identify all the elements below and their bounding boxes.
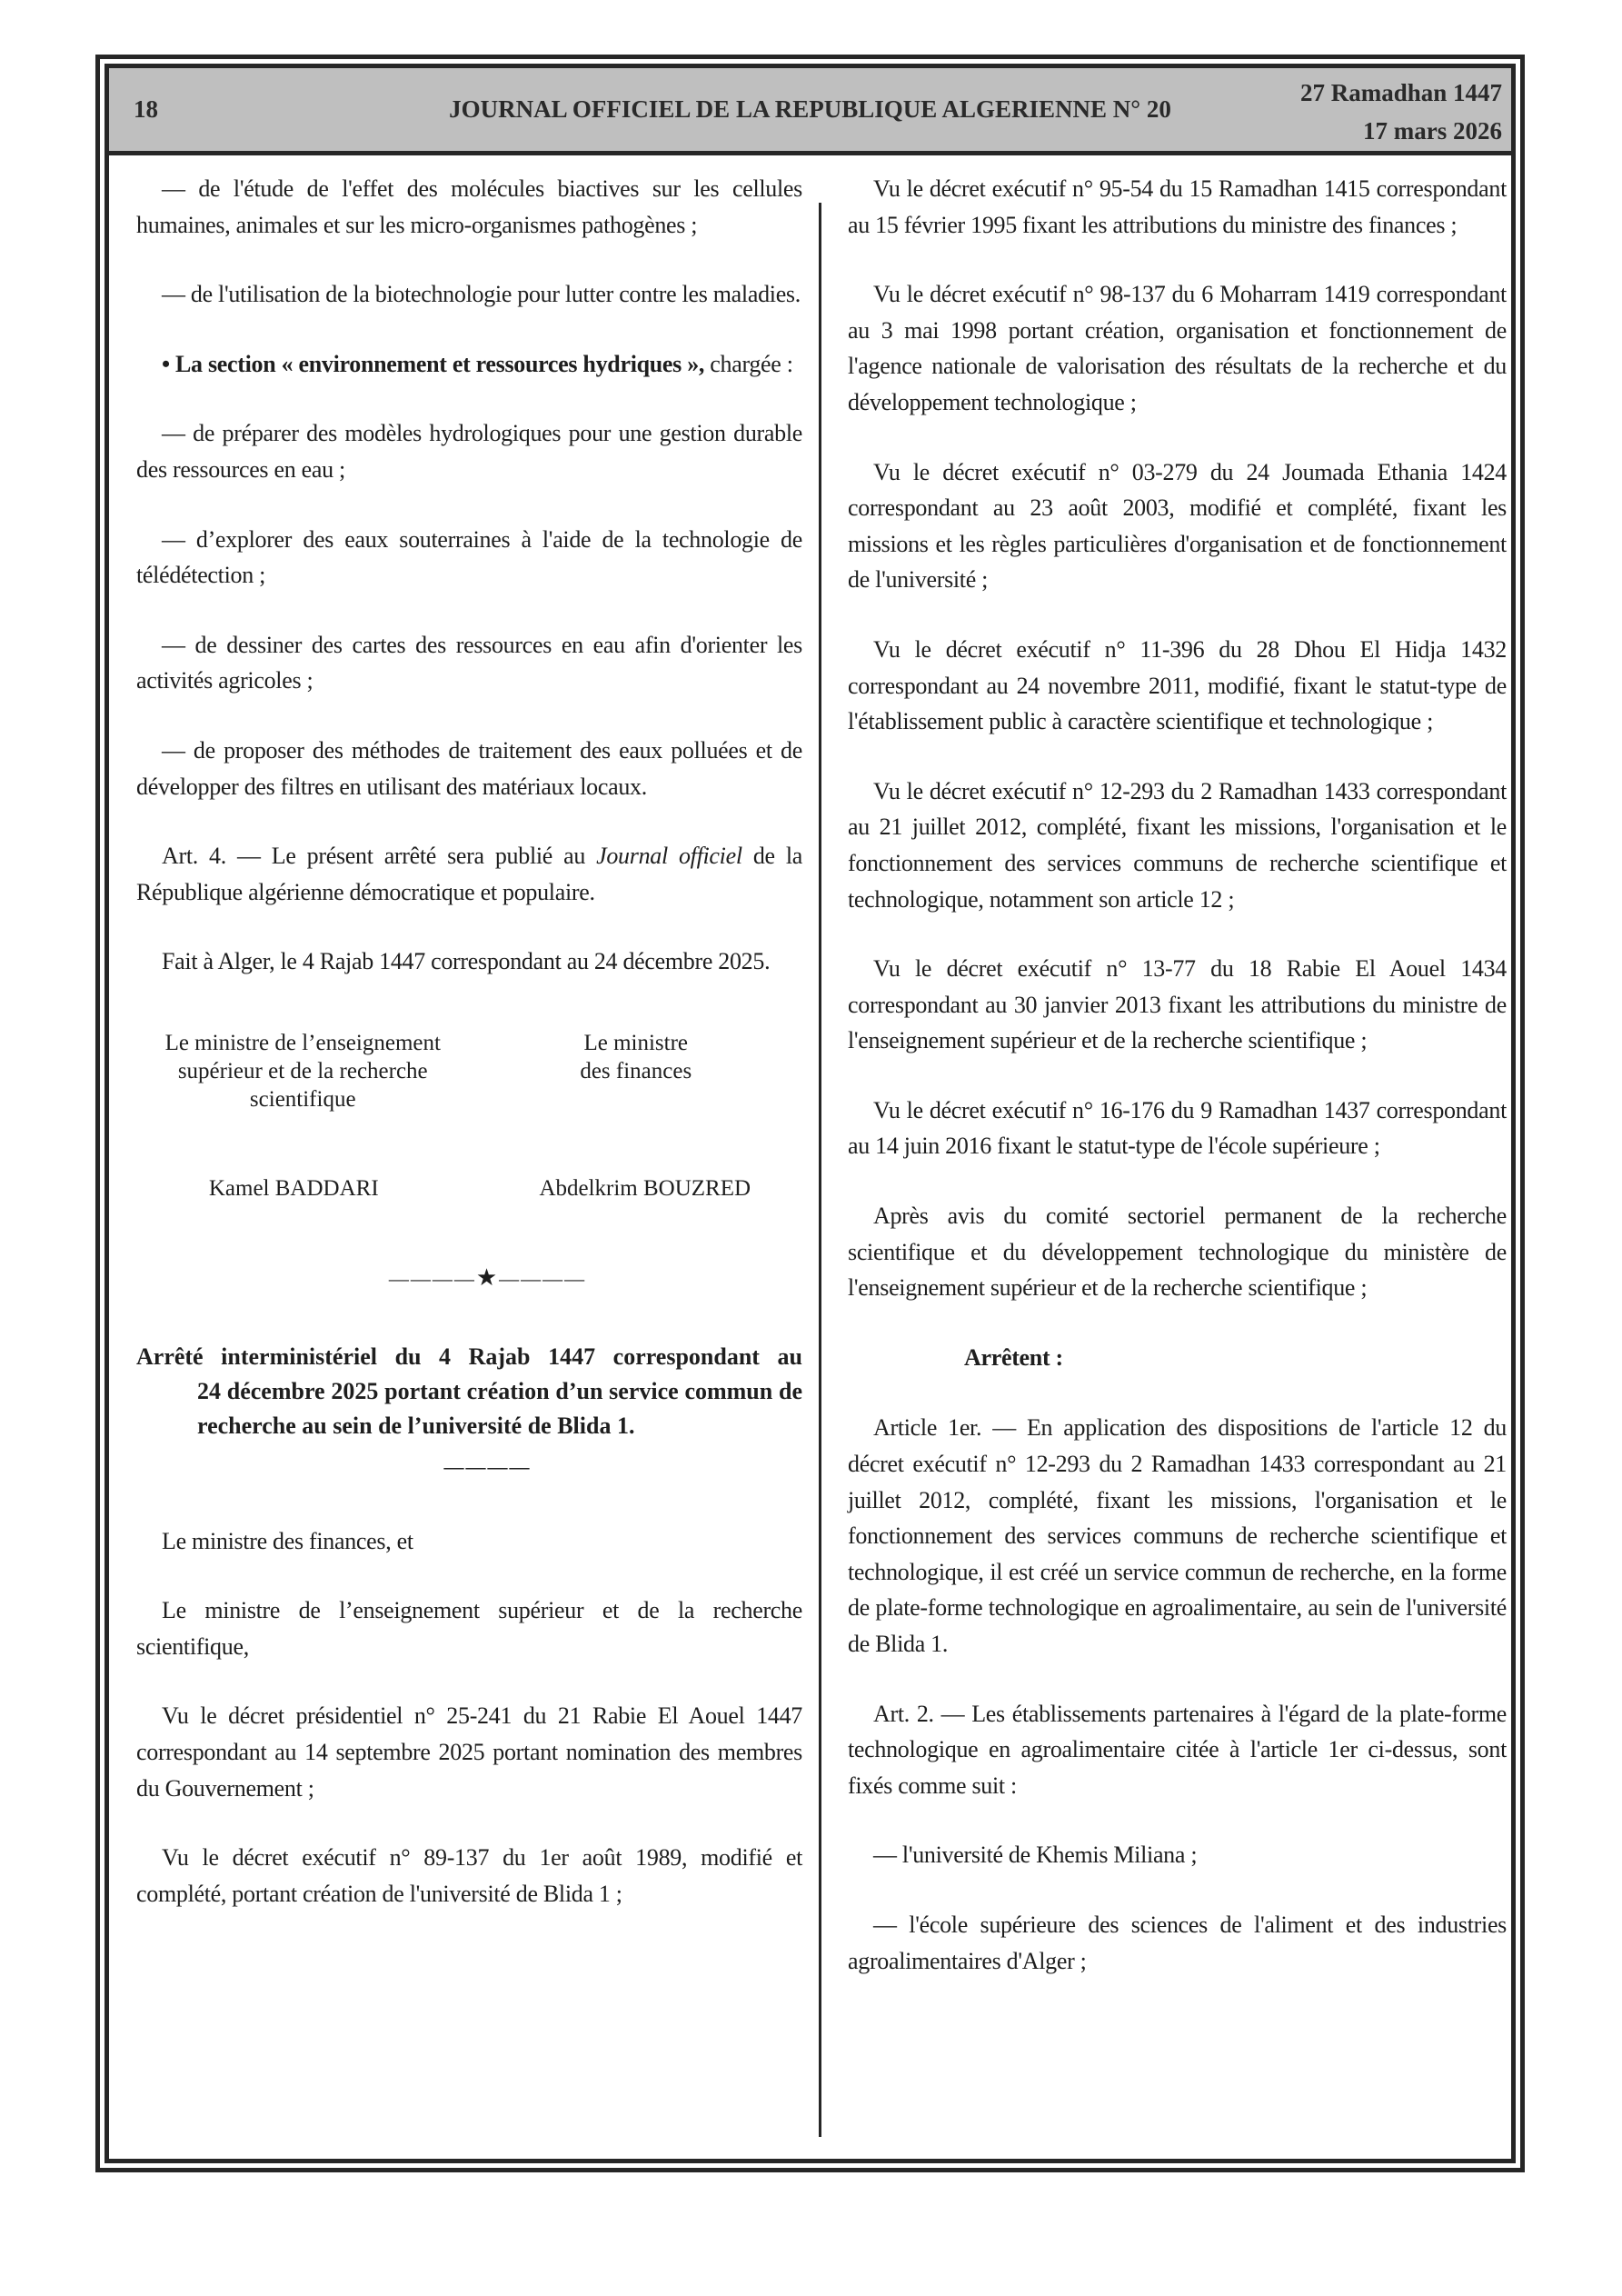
paragraph: Vu le décret exécutif n° 98-137 du 6 Moharram 1419 correspondant au 3 mai 1998 portant création, organisation et fonctionnement de l'agence nationale de valorisation des résultats de la recherche et du développement technologique ; — [848, 281, 1507, 415]
paragraph: Après avis du comité sectoriel permanent de la recherche scientifique et du développement technologique du ministère de l'enseignement supérieur et de la recherche scientifique ; — [848, 1203, 1507, 1302]
section-heading — [136, 346, 802, 383]
hijri-date: 27 Ramadhan 1447 — [1299, 79, 1502, 106]
paragraph: Vu le décret exécutif n° 89-137 du 1er août 1989, modifié et complété, portant création de l'université de Blida 1 ; — [136, 1844, 802, 1907]
short-separator: ———— — [443, 1455, 532, 1479]
star-icon: ★ — [475, 1263, 500, 1291]
right-column — [848, 171, 1507, 2012]
paragraph: — de préparer des modèles hydrologiques pour une gestion durable des ressources en eau ; — [136, 420, 802, 483]
header-dates — [1300, 74, 1502, 150]
paragraph: — de l'utilisation de la biotechnologie pour lutter contre les maladies. — [162, 281, 801, 308]
column-divider — [819, 203, 821, 2137]
list-item: — l'école supérieure des sciences de l'aliment et des industries agroalimentaires d'Alger ; — [848, 1911, 1507, 1974]
page-number: 18 — [134, 95, 158, 123]
signature-title-left: Le ministre de l’enseignement supérieur et de la recherche scientifique — [164, 1030, 441, 1112]
article-1: Article 1er. — En application des dispositions de l'article 12 du décret exécutif n° 12-293 du 2 Ramadhan 1433 correspondant au 21 juillet 2012, complété, fixant les missions, l'organisation et le fonctionnement des services communs de recherche scientifique et technologique, il est créé un service commun de recherche, en la forme de plate-forme technologique en agroalimentaire, au sein de l'université de Blida 1. — [848, 1414, 1507, 1657]
page-outer-frame — [95, 55, 1525, 2172]
paragraph: — d’explorer des eaux souterraines à l'aide de la technologie de télédétection ; — [136, 525, 802, 589]
paragraph: — de dessiner des cartes des ressources en eau afin d'orienter les activités agricoles ; — [136, 631, 802, 694]
article-4 — [136, 838, 802, 910]
decree-title — [136, 1340, 802, 1443]
signature-name-right: Abdelkrim BOUZRED — [539, 1175, 751, 1201]
article-2: Art. 2. — Les établissements partenaires à l'égard de la plate-forme technologique en agroalimentaire citée à l'article 1er ci-dessus, sont fixés comme suit : — [848, 1700, 1507, 1799]
paragraph: Vu le décret exécutif n° 11-396 du 28 Dhou El Hidja 1432 correspondant au 24 novembre 2011, modifié, fixant le statut-type de l'établissement public à caractère scientifique et technologique ; — [848, 635, 1507, 735]
signature-name-left: Kamel BADDARI — [208, 1175, 379, 1201]
signature-title-right-line1: Le ministre — [583, 1030, 689, 1055]
paragraph: Vu le décret exécutif n° 16-176 du 9 Ramadhan 1437 correspondant au 14 juin 2016 fixant le statut-type de l'école supérieure ; — [848, 1096, 1507, 1160]
section-title: • La section « environnement et ressources hydriques », — [162, 350, 705, 377]
signature-title-right-line2: des finances — [580, 1058, 692, 1083]
list-item: — l'université de Khemis Miliana ; — [873, 1842, 1198, 1869]
paragraph: Le ministre des finances, et — [162, 1527, 413, 1554]
section-tail: chargée : — [704, 350, 793, 377]
page-inner-frame — [104, 64, 1516, 2163]
separator-dashes-left: ———— — [388, 1266, 476, 1290]
signature-names — [136, 1171, 802, 1207]
journal-title: JOURNAL OFFICIEL DE LA REPUBLIQUE ALGERIENNE N° 20 — [449, 95, 1171, 123]
star-separator — [136, 1260, 802, 1297]
separator-dashes-right: ———— — [499, 1266, 587, 1290]
article-4-suffix: de la République algérienne démocratique et populaire. — [136, 843, 803, 905]
paragraph: Le ministre de l’enseignement supérieur et de la recherche scientifique, — [136, 1597, 802, 1660]
article-4-prefix: Art. 4. — Le présent arrêté sera publié au — [162, 843, 597, 870]
paragraph: Vu le décret exécutif n° 03-279 du 24 Joumada Ethania 1424 correspondant au 23 août 2003, modifié et complété, fixant les missions et les règles particulières d'organisation et de fonctionnement de l'université ; — [848, 458, 1507, 594]
left-column — [136, 171, 802, 1945]
page-header — [109, 68, 1511, 155]
signature-title-right — [470, 1029, 803, 1113]
paragraph: — de proposer des méthodes de traitement des eaux polluées et de développer des filtres en utilisant des matériaux locaux. — [136, 736, 802, 800]
paragraph: Vu le décret exécutif n° 95-54 du 15 Ramadhan 1415 correspondant au 15 février 1995 fixant les attributions du ministre des finances ; — [848, 175, 1507, 238]
journal-officiel-italic: Journal officiel — [596, 843, 742, 870]
paragraph: Vu le décret exécutif n° 12-293 du 2 Ramadhan 1433 correspondant au 21 juillet 2012, complété, fixant les missions, l'organisation et le fonctionnement des services communs de recherche scientifique et technologique, notamment son article 12 ; — [848, 777, 1507, 913]
paragraph: Vu le décret exécutif n° 13-77 du 18 Rabie El Aouel 1434 correspondant au 30 janvier 2013 fixant les attributions du ministre de l'enseignement supérieur et de la recherche scientifique ; — [848, 955, 1507, 1054]
gregorian-date: 17 mars 2026 — [1363, 117, 1502, 145]
fait-a-alger: Fait à Alger, le 4 Rajab 1447 correspondant au 24 décembre 2025. — [162, 948, 771, 975]
decree-title-rest: 24 décembre 2025 portant création d’un service commun de recherche au sein de l’université de Blida 1. — [197, 1378, 802, 1440]
paragraph: Vu le décret présidentiel n° 25-241 du 21 Rabie El Aouel 1447 correspondant au 14 septembre 2025 portant nomination des membres du Gouvernement ; — [136, 1702, 802, 1802]
signature-titles — [136, 1029, 802, 1113]
decree-title-first-line: Arrêté interministériel du 4 Rajab 1447 correspondant au — [136, 1343, 802, 1371]
paragraph: — de l'étude de l'effet des molécules biactives sur les cellules humaines, animales et sur les micro-organismes pathogènes ; — [136, 175, 802, 238]
arretent-heading: Arrêtent : — [964, 1343, 1063, 1371]
